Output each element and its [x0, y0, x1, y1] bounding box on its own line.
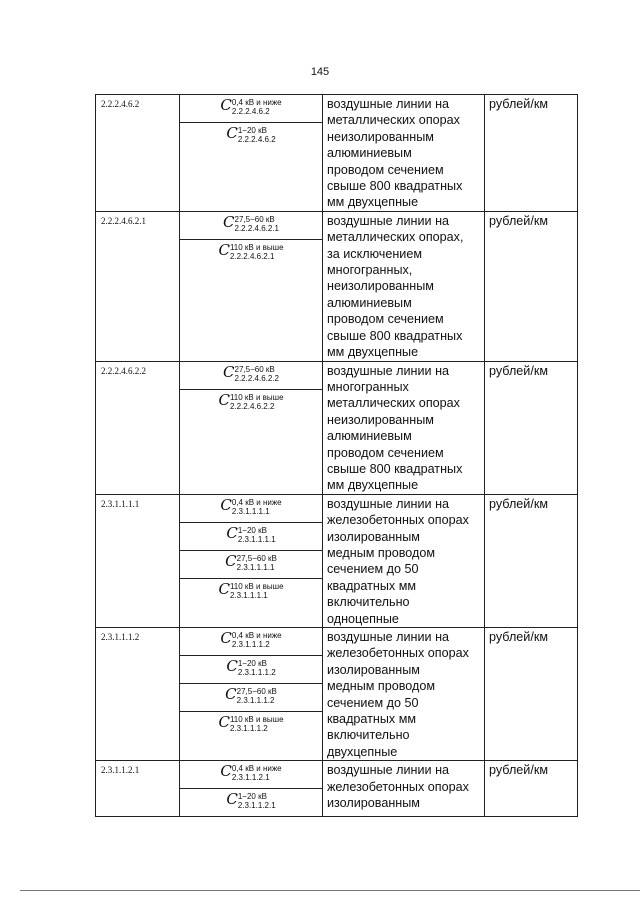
description-line: изолированным	[327, 662, 420, 677]
formula-item	[180, 789, 322, 816]
formula-item	[180, 761, 322, 789]
description-line: алюминиевым	[327, 146, 412, 161]
description-line: металлических опорах	[327, 396, 460, 411]
rate-symbol: C	[220, 629, 232, 647]
voltage-superscript: 110 кВ и выше	[229, 242, 284, 252]
rate-symbol: C	[218, 713, 230, 731]
description-line: двухцепные	[327, 744, 398, 759]
voltage-superscript: 0,4 кВ и ниже	[231, 98, 282, 107]
description-line: воздушные линии на	[327, 363, 450, 378]
description-line: квадратных мм	[327, 712, 417, 727]
formula-cell	[180, 628, 323, 761]
formula-cell	[180, 95, 323, 212]
voltage-superscript: 110 кВ и выше	[229, 581, 284, 591]
formula-cell	[180, 761, 323, 817]
description-line: воздушные линии на	[327, 630, 450, 644]
scan-edge-line	[20, 890, 640, 891]
code-subscript: 2.2.2.4.6.2.2	[229, 401, 275, 411]
formula-cell	[180, 494, 323, 627]
description-line: изолированным	[327, 796, 420, 811]
rate-symbol: C	[223, 212, 235, 231]
description-cell	[323, 628, 485, 761]
table-row	[96, 628, 578, 761]
code-subscript: 2.2.2.4.6.2	[237, 135, 276, 144]
description-line: мм двухцепные	[327, 345, 419, 360]
description-line: свыше 800 квадратных	[327, 328, 463, 343]
unit-cell: рублей/км	[485, 761, 578, 817]
description-cell	[323, 211, 485, 361]
voltage-superscript: 1−20 кВ	[237, 126, 267, 135]
description-line: свыше 800 квадратных	[327, 179, 463, 194]
voltage-superscript: 1−20 кВ	[237, 659, 267, 668]
description-line: сечением до 50	[327, 695, 419, 710]
formula-item	[180, 523, 322, 551]
description-line: проводом сечением	[327, 445, 444, 460]
code-subscript: 2.2.2.4.6.2.2	[234, 373, 279, 383]
formula-item	[180, 95, 322, 123]
description-line: металлических опорах,	[327, 230, 464, 245]
code-subscript: 2.3.1.1.1.1	[231, 506, 270, 516]
voltage-superscript: 27,5−60 кВ	[234, 214, 275, 224]
description-line: медным проводом	[327, 545, 436, 560]
description-line: квадратных мм	[327, 578, 417, 593]
rate-symbol: C	[226, 790, 238, 809]
formula-cell	[180, 361, 323, 494]
formula-item	[180, 628, 322, 656]
rate-symbol: C	[218, 579, 230, 598]
description-line: изолированным	[327, 529, 420, 544]
code-subscript: 2.3.1.1.1.1	[237, 534, 276, 544]
table-row	[96, 211, 578, 361]
rate-symbol: C	[225, 551, 237, 570]
unit-cell: рублей/км	[485, 95, 578, 212]
rate-symbol: C	[218, 240, 230, 259]
description-cell	[323, 361, 485, 494]
code-subscript: 2.2.2.4.6.2.1	[234, 223, 279, 233]
voltage-superscript: 27,5−60 кВ	[236, 687, 277, 696]
row-code: 2.3.1.1.1.1	[96, 494, 180, 627]
formula-item	[180, 362, 322, 390]
rate-symbol: C	[218, 390, 230, 409]
description-line: алюминиевым	[327, 295, 412, 310]
unit-cell: рублей/км	[485, 211, 578, 361]
description-line: неизолированным	[327, 129, 434, 144]
voltage-superscript: 1−20 кВ	[237, 525, 267, 535]
voltage-superscript: 27,5−60 кВ	[236, 553, 277, 563]
table-row	[96, 95, 578, 212]
rate-symbol: C	[220, 96, 232, 114]
rate-symbol: C	[220, 762, 232, 781]
description-cell	[323, 95, 485, 212]
row-code: 2.2.2.4.6.2	[96, 95, 180, 212]
unit-cell: рублей/км	[485, 361, 578, 494]
description-line: одноцепные	[327, 611, 399, 626]
formula-item	[180, 390, 322, 417]
description-line: воздушные линии на	[327, 213, 450, 228]
description-line: проводом сечением	[327, 312, 444, 327]
description-line: мм двухцепные	[327, 478, 419, 493]
voltage-superscript: 27,5−60 кВ	[234, 364, 275, 374]
description-line: свыше 800 квадратных	[327, 461, 463, 476]
code-subscript: 2.3.1.1.2.1	[231, 773, 270, 783]
voltage-superscript: 110 кВ и выше	[229, 392, 284, 402]
row-code: 2.3.1.1.2.1	[96, 761, 180, 817]
description-line: проводом сечением	[327, 162, 444, 177]
code-subscript: 2.3.1.1.1.2	[237, 668, 276, 677]
description-line: алюминиевым	[327, 429, 412, 444]
description-line: многогранных	[327, 379, 409, 394]
code-subscript: 2.2.2.4.6.2.1	[229, 251, 275, 261]
description-line: воздушные линии на	[327, 496, 450, 511]
row-code: 2.2.2.4.6.2.1	[96, 211, 180, 361]
voltage-superscript: 0,4 кВ и ниже	[231, 631, 282, 640]
voltage-superscript: 0,4 кВ и ниже	[231, 497, 282, 507]
rate-symbol: C	[225, 685, 237, 703]
code-subscript: 2.3.1.1.1.2	[231, 640, 270, 649]
description-line: включительно	[327, 595, 410, 610]
description-line: многогранных,	[327, 263, 413, 278]
description-cell	[323, 494, 485, 627]
rate-symbol: C	[226, 523, 238, 542]
description-line: мм двухцепные	[327, 195, 419, 210]
formula-item	[180, 656, 322, 684]
table-row	[96, 761, 578, 817]
page-number: 145	[310, 66, 330, 78]
description-line: неизолированным	[327, 279, 434, 294]
description-line: воздушные линии на	[327, 97, 450, 111]
formula-item	[180, 712, 322, 739]
row-code: 2.2.2.4.6.2.2	[96, 361, 180, 494]
description-line: железобетонных опорах	[327, 779, 469, 794]
code-subscript: 2.3.1.1.1.2	[236, 696, 275, 705]
unit-cell: рублей/км	[485, 494, 578, 627]
formula-item	[180, 495, 322, 523]
description-line: медным проводом	[327, 679, 436, 694]
description-line: неизолированным	[327, 412, 434, 427]
description-line: металлических опорах	[327, 113, 460, 128]
row-code: 2.3.1.1.1.2	[96, 628, 180, 761]
table-row	[96, 494, 578, 627]
description-line: железобетонных опорах	[327, 646, 469, 661]
rate-symbol: C	[226, 657, 238, 675]
formula-item	[180, 123, 322, 150]
formula-item	[180, 684, 322, 712]
code-subscript: 2.3.1.1.1.1	[236, 562, 275, 572]
voltage-superscript: 1−20 кВ	[237, 792, 267, 802]
description-line: включительно	[327, 728, 410, 743]
description-line: сечением до 50	[327, 562, 419, 577]
formula-item	[180, 212, 322, 240]
formula-item	[180, 579, 322, 606]
code-subscript: 2.3.1.1.1.1	[229, 590, 268, 600]
rate-symbol: C	[223, 362, 235, 381]
code-subscript: 2.2.2.4.6.2	[231, 107, 270, 116]
voltage-superscript: 0,4 кВ и ниже	[231, 764, 282, 774]
description-line: воздушные линии на	[327, 763, 450, 778]
code-subscript: 2.3.1.1.2.1	[237, 801, 276, 811]
formula-item	[180, 551, 322, 579]
rate-symbol: C	[220, 495, 232, 514]
rate-table	[95, 94, 578, 817]
voltage-superscript: 110 кВ и выше	[229, 715, 284, 724]
formula-item	[180, 240, 322, 267]
formula-cell	[180, 211, 323, 361]
description-line: за исключением	[327, 246, 422, 261]
description-cell	[323, 761, 485, 817]
code-subscript: 2.3.1.1.1.2	[229, 724, 268, 733]
description-line: железобетонных опорах	[327, 513, 469, 528]
rate-symbol: C	[226, 124, 238, 142]
table-row	[96, 361, 578, 494]
unit-cell: рублей/км	[485, 628, 578, 761]
